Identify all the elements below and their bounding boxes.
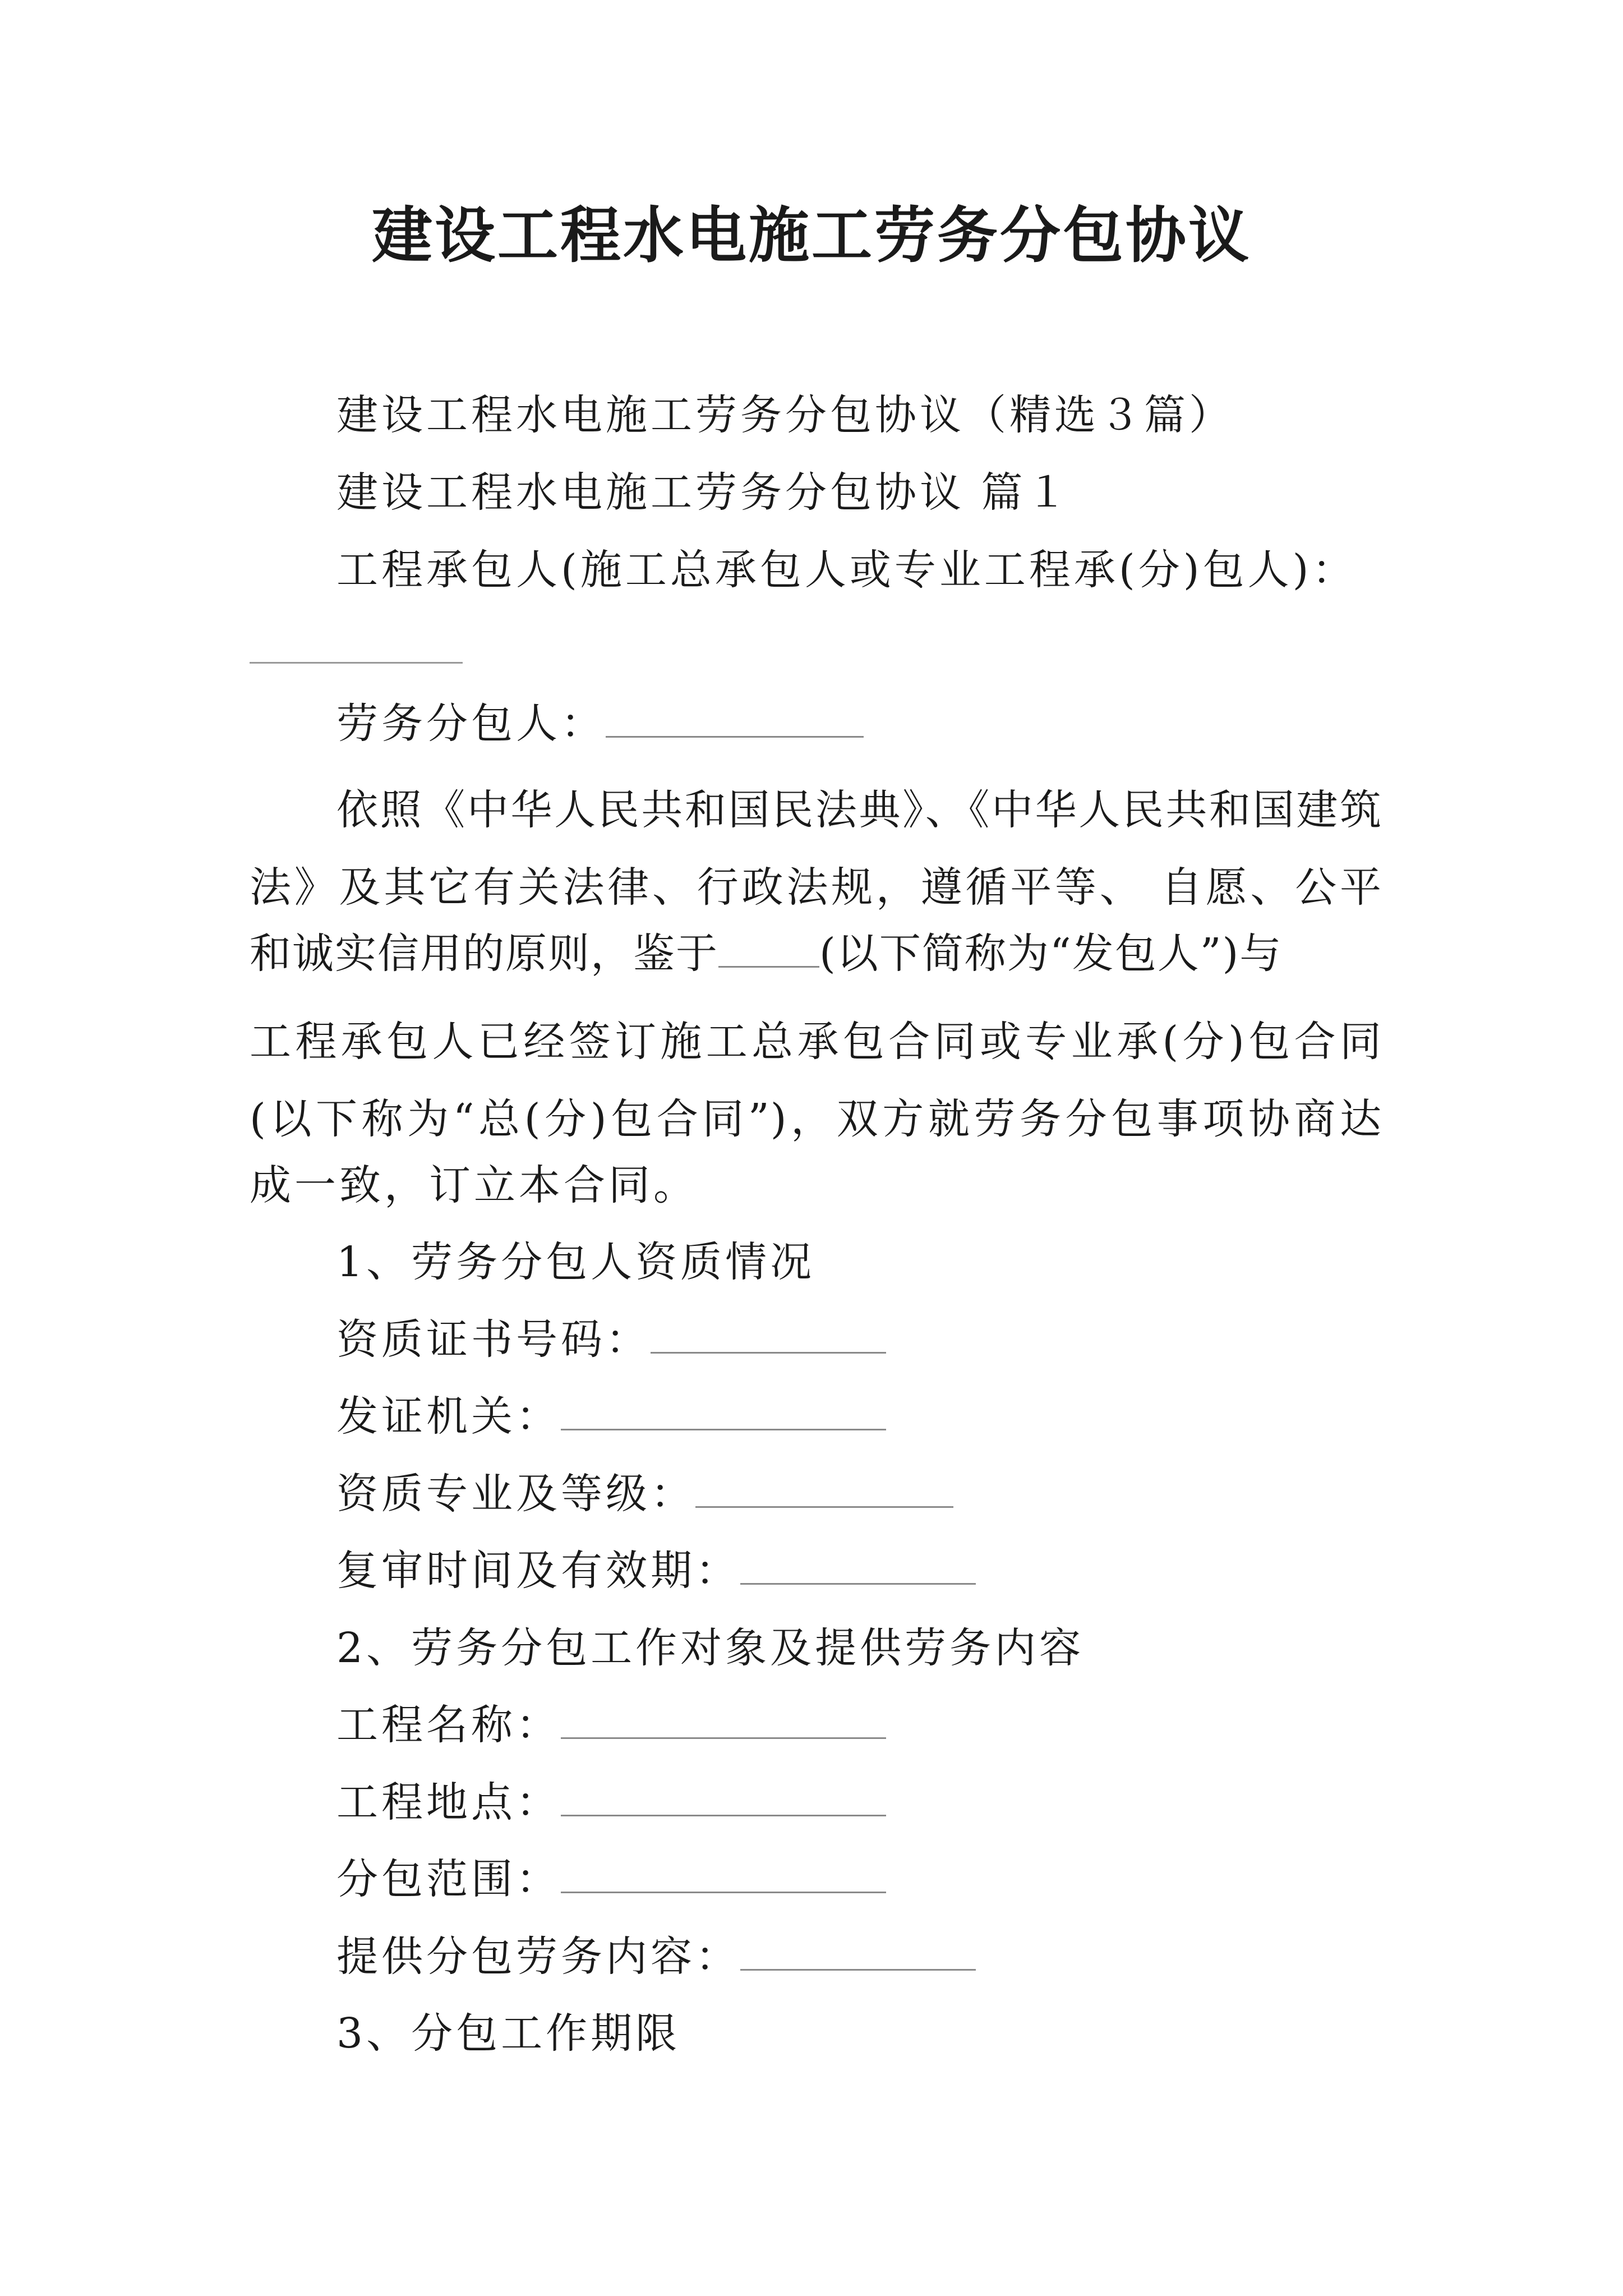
scope-field [336,1851,886,1907]
preamble-line-5: (以下称为“总(分)包合同”)，双方就劳务分包事项协商达 [250,1095,1382,1143]
project-name-label: 工程名称： [336,1701,561,1749]
project-location-field [336,1774,886,1830]
project-name-field [336,1697,886,1753]
subcontractor-label: 劳务分包人： [336,700,606,748]
subcontractor-blank [606,696,864,738]
contractor-label: 工程承包人(施工总承包人或专业工程承(分)包人)： [336,546,1357,594]
issuing-authority-blank [561,1388,886,1430]
preamble-line-2: 法》及其它有关法律、行政法规，遵循平等、 自愿、公平 [250,863,1382,912]
review-period-label: 复审时间及有效期： [336,1547,740,1595]
labor-content-blank [740,1929,976,1971]
preamble-line-6: 成一致，订立本合同。 [250,1161,698,1209]
project-location-label: 工程地点： [336,1778,561,1826]
issuing-authority-label: 发证机关： [336,1392,561,1441]
cert-number-field [336,1312,886,1368]
preamble-line-3b: (以下简称为“发包人”)与 [819,930,1283,978]
section3-heading: 3、分包工作期限 [336,2009,681,2058]
review-period-field [336,1543,976,1599]
qualification-field [336,1466,953,1522]
preamble-line-3 [250,926,1382,982]
preamble-line-1: 依照《中华人民共和国民法典》、《中华人民共和国建筑 [336,786,1382,834]
labor-content-label: 提供分包劳务内容： [336,1932,740,1981]
document-title: 建设工程水电施工劳务分包协议 [371,200,1251,271]
qualification-label: 资质专业及等级： [336,1470,695,1518]
issuer-blank [718,926,819,968]
scope-label: 分包范围： [336,1855,561,1903]
scope-blank [561,1851,886,1893]
qualification-blank [695,1466,953,1508]
cert-number-blank [651,1312,886,1354]
preamble-line-3a: 和诚实信用的原则，鉴于 [250,930,718,978]
labor-content-field [336,1929,976,1985]
cert-number-label: 资质证书号码： [336,1315,651,1364]
subcontractor-field [336,696,864,752]
section2-heading: 2、劳务分包工作对象及提供劳务内容 [336,1624,1085,1672]
contractor-blank [250,662,463,664]
preamble-line-4: 工程承包人已经签订施工总承包合同或专业承(分)包合同 [250,1018,1382,1066]
issuing-authority-field [336,1388,886,1444]
review-period-blank [740,1543,976,1585]
document-subtitle: 建设工程水电施工劳务分包协议（精选３篇） [336,391,1234,439]
section1-heading: 1、劳务分包人资质情况 [336,1238,815,1286]
project-name-blank [561,1697,886,1739]
section-heading: 建设工程水电施工劳务分包协议 篇１ [336,468,1071,517]
project-location-blank [561,1774,886,1816]
